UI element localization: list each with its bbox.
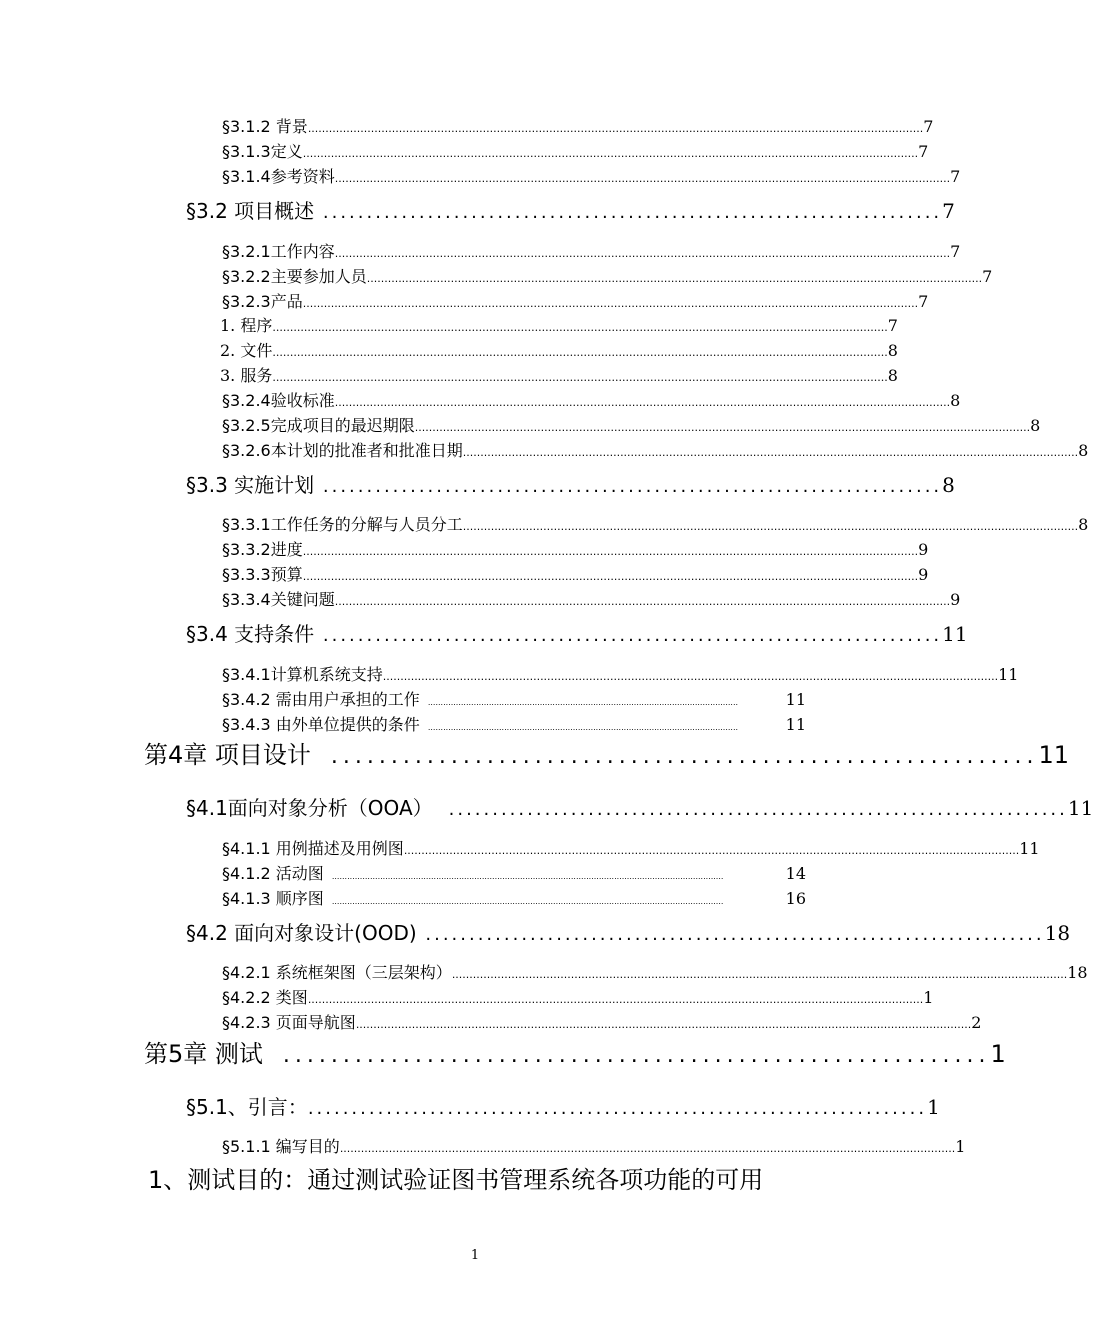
toc-entry[interactable]: [222, 414, 1041, 438]
toc-label: 1. 程序: [220, 316, 273, 335]
toc-label: §4.1面向对象分析（OOA）: [186, 796, 433, 820]
toc-leader: ................................................................................................................................................................................: [355, 1018, 972, 1031]
toc-leader: ................................................................................................................................................................................: [414, 421, 1031, 434]
toc-page: 7: [918, 292, 929, 311]
toc-entry[interactable]: [144, 1036, 1006, 1072]
toc-entry[interactable]: [222, 513, 1089, 537]
toc-page: 8: [1078, 441, 1089, 460]
toc-label: 第4章 项目设计: [144, 741, 311, 769]
toc-entry[interactable]: [222, 1011, 982, 1035]
toc-entry[interactable]: [222, 290, 929, 314]
toc-label: §3.2.4验收标准: [222, 391, 335, 410]
toc-entry[interactable]: [222, 563, 929, 587]
toc-leader: ................................................................................................................................................................................: [334, 396, 951, 409]
toc-entry[interactable]: [144, 737, 1070, 773]
toc-label: §3.4.3 由外单位提供的条件: [222, 715, 420, 734]
toc-page: 9: [918, 540, 929, 559]
toc-entry[interactable]: [222, 688, 806, 712]
toc-entry[interactable]: [186, 470, 955, 500]
toc-label: 2. 文件: [220, 341, 273, 360]
toc-leader: ................................................................................................................................................................................: [302, 297, 919, 310]
toc-leader: .......................................................................: [416, 924, 1045, 945]
toc-label: §3.3.1工作任务的分解与人员分工: [222, 515, 463, 534]
toc-leader: ................................................................................................................................................................................: [302, 570, 919, 583]
toc-label: §3.2.3产品: [222, 292, 303, 311]
toc-page: 9: [918, 565, 929, 584]
toc-leader: ................................................................................................................................................................................: [307, 122, 924, 135]
toc-entry[interactable]: [220, 314, 898, 338]
toc-page: 14: [785, 864, 806, 883]
toc-leader: ..........................................................................................................................................................: [331, 897, 724, 906]
toc-leader: ................................................................................................................................................................................: [272, 346, 888, 359]
toc-label: §5.1、引言：: [186, 1095, 308, 1119]
toc-entry[interactable]: [222, 389, 961, 413]
toc-page: 16: [785, 889, 806, 908]
toc-label: §4.2.3 页面导航图: [222, 1013, 356, 1032]
toc-page: 8: [950, 391, 961, 410]
toc-page: 8: [1030, 416, 1041, 435]
toc-label: §3.2.6本计划的批准者和批准日期: [222, 441, 463, 460]
toc-label: §4.1.2 活动图: [222, 864, 324, 883]
toc-label: §5.1.1 编写目的: [222, 1137, 340, 1156]
toc-entry[interactable]: [222, 713, 806, 737]
toc-page: 11: [1067, 796, 1093, 820]
toc-leader: ................................................................................................................................................................................: [382, 670, 999, 683]
toc-label: §3.4.1计算机系统支持: [222, 665, 383, 684]
toc-label: §3.2.2主要参加人员: [222, 267, 367, 286]
toc-label: §3.2.5完成项目的最迟期限: [222, 416, 415, 435]
toc-page: 8: [1078, 515, 1089, 534]
toc-page: 7: [950, 167, 961, 186]
toc-label: §4.1.3 顺序图: [222, 889, 324, 908]
toc-leader: ..........................................................................................................................: [427, 698, 739, 707]
toc-page: 8: [887, 341, 898, 360]
toc-label: §3.4 支持条件: [186, 622, 315, 646]
toc-leader: .......................................................................: [307, 1098, 928, 1119]
toc-page: 1: [955, 1137, 966, 1156]
toc-entry[interactable]: [186, 619, 968, 649]
toc-entry[interactable]: [222, 1135, 966, 1159]
toc-page: 11: [1038, 741, 1070, 769]
toc-leader: ................................................................................................................................................................................: [339, 1142, 956, 1155]
toc-page: 1: [990, 1040, 1006, 1068]
toc-leader: ................................................................................................................................................................................: [272, 371, 888, 384]
toc-page: 11: [998, 665, 1019, 684]
toc-label: §4.2.1 系统框架图（三层架构）: [222, 963, 452, 982]
page-number: 1: [470, 1248, 480, 1263]
toc-entry[interactable]: [222, 140, 929, 164]
toc-entry[interactable]: [186, 196, 955, 226]
toc-page: 9: [950, 590, 961, 609]
toc-leader: ................................................................................................................................................................................: [366, 272, 983, 285]
toc-page: 7: [887, 316, 898, 335]
toc-entry[interactable]: [222, 961, 1088, 985]
toc-label: §3.4.2 需由用户承担的工作: [222, 690, 420, 709]
toc-leader: ................................................................................................................................................................................: [307, 993, 924, 1006]
toc-leader: ................................................................................................................................................................................: [272, 321, 888, 334]
toc-entry[interactable]: [222, 663, 1019, 687]
toc-label: §3.3.3预算: [222, 565, 303, 584]
toc-label: §3.2 项目概述: [186, 199, 315, 223]
toc-label: §3.3 实施计划: [186, 473, 315, 497]
toc-entry[interactable]: [186, 918, 1071, 948]
toc-leader: ................................................................................................................................................................................: [302, 147, 919, 160]
toc-page: 18: [1044, 921, 1071, 945]
toc-page: 18: [1067, 963, 1088, 982]
toc-leader: ..........................................................................................................................................................: [331, 872, 724, 881]
toc-page: 8: [887, 366, 898, 385]
toc-leader: ................................................................................................................................................................................: [334, 595, 951, 608]
toc-leader: ................................................................................................................................................................................: [403, 844, 1020, 857]
toc-entry[interactable]: [222, 165, 961, 189]
toc-entry[interactable]: [222, 862, 806, 886]
toc-page: 1: [927, 1095, 940, 1119]
toc-page: 8: [942, 473, 955, 497]
toc-label: §3.3.4关键问题: [222, 590, 335, 609]
toc-page: 1: [923, 988, 934, 1007]
toc-entry[interactable]: [222, 439, 1089, 463]
toc-entry[interactable]: [222, 837, 1040, 861]
toc-leader: .......................................................................: [314, 202, 943, 223]
toc-page: 7: [982, 267, 993, 286]
toc-leader: .......................................................................: [314, 476, 943, 497]
toc-label: §4.2 面向对象设计(OOD): [186, 921, 417, 945]
toc-leader: ................................................................................................................................................................................: [334, 247, 951, 260]
toc-entry[interactable]: [220, 364, 898, 388]
toc-leader: .......................................................................: [448, 799, 1068, 820]
toc-page: 7: [918, 142, 929, 161]
toc-page: 11: [1019, 839, 1040, 858]
toc-label: §3.1.3定义: [222, 142, 303, 161]
toc-leader: ................................................................................................................................................................................: [462, 446, 1079, 459]
toc-leader: ..........................................................................................................................: [427, 723, 739, 732]
toc-leader: .......................................................................: [314, 625, 943, 646]
toc-page: 11: [942, 622, 968, 646]
toc-page: 11: [785, 715, 806, 734]
toc-leader: ...........................................................: [282, 1043, 991, 1068]
toc-entry[interactable]: [222, 588, 961, 612]
toc-leader: ................................................................................................................................................................................: [334, 172, 951, 185]
toc-entry[interactable]: [186, 793, 1093, 823]
toc-entry[interactable]: [222, 887, 806, 911]
toc-label: §3.1.4参考资料: [222, 167, 335, 186]
toc-page: 7: [942, 199, 955, 223]
toc-label: §4.1.1 用例描述及用例图: [222, 839, 404, 858]
toc-label: 3. 服务: [220, 366, 273, 385]
toc-page: 2: [971, 1013, 982, 1032]
toc-entry[interactable]: [222, 986, 934, 1010]
toc-entry[interactable]: [222, 265, 993, 289]
toc-label: §4.2.2 类图: [222, 988, 308, 1007]
toc-label: §3.2.1工作内容: [222, 242, 335, 261]
toc-label: 第5章 测试: [144, 1040, 263, 1068]
toc-leader: ................................................................................................................................................................................: [462, 520, 1079, 533]
toc-label: §3.1.2 背景: [222, 117, 308, 136]
toc-page: 7: [950, 242, 961, 261]
toc-label: §3.3.2进度: [222, 540, 303, 559]
toc-entry[interactable]: [220, 339, 898, 363]
toc-page: 7: [923, 117, 934, 136]
toc-entry[interactable]: [186, 1092, 940, 1122]
toc-page: 11: [785, 690, 806, 709]
toc-leader: ...........................................................: [330, 744, 1039, 769]
toc-leader: ................................................................................................................................................................................: [302, 545, 919, 558]
body-heading: 1、测试目的：通过测试验证图书管理系统各项功能的可用: [148, 1166, 764, 1194]
toc-leader: ................................................................................................................................................................................: [451, 968, 1068, 981]
toc-entry[interactable]: [222, 240, 961, 264]
toc-entry[interactable]: [222, 538, 929, 562]
toc-entry[interactable]: [222, 115, 934, 139]
